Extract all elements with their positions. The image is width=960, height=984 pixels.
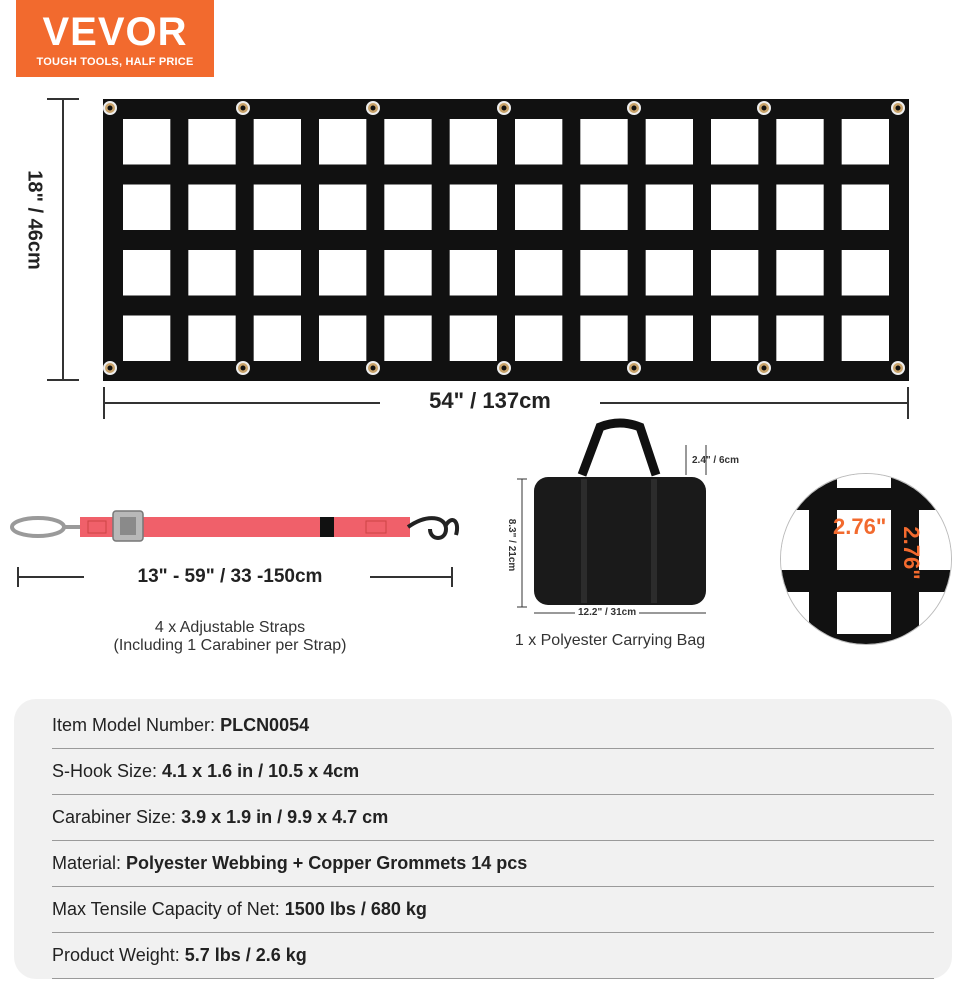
net-mesh-opening — [450, 119, 497, 165]
net-mesh-opening — [319, 119, 366, 165]
net-width-label: 54" / 137cm — [380, 388, 600, 414]
net-mesh-opening — [842, 185, 889, 231]
s-hook-icon — [408, 518, 457, 538]
net-mesh-opening — [188, 185, 235, 231]
net-mesh-opening — [842, 316, 889, 362]
mesh-width-label: 2.76" — [833, 514, 887, 539]
spec-label: Carabiner Size: — [52, 807, 182, 827]
net-mesh-opening — [384, 250, 431, 296]
net-mesh-opening — [188, 250, 235, 296]
bag-caption: 1 x Polyester Carrying Bag — [514, 632, 706, 649]
strap-length-label: 13" - 59" / 33 -150cm — [137, 566, 323, 587]
net-mesh-opening — [384, 185, 431, 231]
strap-caption-line2: (Including 1 Carabiner per Strap) — [113, 637, 347, 654]
net-mesh-opening — [711, 250, 758, 296]
net-mesh-opening — [515, 250, 562, 296]
spec-value: 1500 lbs / 680 kg — [284, 899, 427, 919]
net-mesh-opening — [123, 250, 170, 296]
net-height-label: 18" / 46cm — [23, 170, 46, 270]
logo-brand-name: VEVOR — [42, 10, 188, 54]
spec-label: Item Model Number: — [52, 715, 221, 735]
spec-row-material — [52, 841, 934, 887]
net-mesh-opening — [254, 250, 301, 296]
net-mesh-opening — [254, 316, 301, 362]
spec-row-weight — [52, 933, 934, 979]
net-mesh-opening — [450, 316, 497, 362]
net-mesh-opening — [646, 316, 693, 362]
net-mesh-opening — [646, 185, 693, 231]
net-mesh-opening — [515, 185, 562, 231]
strap-caption-line1: 4 x Adjustable Straps — [154, 619, 306, 636]
net-mesh-opening — [319, 316, 366, 362]
spec-value: 4.1 x 1.6 in / 10.5 x 4cm — [162, 761, 360, 781]
mesh-zoom-circle — [780, 473, 952, 645]
net-mesh-opening — [254, 119, 301, 165]
net-mesh-opening — [515, 316, 562, 362]
net-mesh-opening — [384, 119, 431, 165]
net-mesh-opening — [776, 119, 823, 165]
net-mesh-opening — [123, 185, 170, 231]
net-mesh-opening — [188, 316, 235, 362]
spec-value: 5.7 lbs / 2.6 kg — [184, 945, 307, 965]
spec-row-model — [52, 703, 934, 749]
spec-value: 3.9 x 1.9 in / 9.9 x 4.7 cm — [181, 807, 389, 827]
net-mesh-opening — [319, 250, 366, 296]
net-mesh-opening — [711, 316, 758, 362]
net-mesh-opening — [580, 316, 627, 362]
mesh-zoom-grid — [781, 474, 951, 644]
net-mesh-opening — [515, 119, 562, 165]
spec-label: Material: — [52, 853, 127, 873]
net-mesh-opening — [580, 119, 627, 165]
spec-row-s-hook — [52, 749, 934, 795]
spec-value: Polyester Webbing + Copper Grommets 14 pcs — [126, 853, 528, 873]
spec-row-capacity — [52, 887, 934, 933]
spec-value: PLCN0054 — [220, 715, 310, 735]
net-mesh-opening — [450, 185, 497, 231]
bag-depth-label: 2.4" / 6cm — [692, 455, 739, 466]
cargo-net — [103, 99, 909, 381]
spec-row-carabiner — [52, 795, 934, 841]
net-mesh-opening — [123, 316, 170, 362]
bag-handle — [582, 423, 656, 475]
bag-height-label: 8.3" / 21cm — [506, 518, 517, 572]
net-mesh-opening — [776, 185, 823, 231]
spec-label: S-Hook Size: — [52, 761, 163, 781]
net-mesh-opening — [711, 119, 758, 165]
net-mesh-opening — [776, 316, 823, 362]
net-mesh-opening — [254, 185, 301, 231]
net-mesh-opening — [646, 119, 693, 165]
net-mesh-opening — [646, 250, 693, 296]
mesh-height-label: 2.76" — [899, 526, 924, 580]
spec-label: Product Weight: — [52, 945, 185, 965]
logo-tagline: TOUGH TOOLS, HALF PRICE — [36, 56, 194, 68]
net-mesh-opening — [384, 316, 431, 362]
net-mesh-opening — [450, 250, 497, 296]
net-height-label-wrap — [14, 150, 54, 290]
net-mesh-opening — [711, 185, 758, 231]
carabiner-icon — [12, 518, 80, 536]
net-mesh-opening — [842, 119, 889, 165]
net-mesh-opening — [580, 185, 627, 231]
strap-caption — [60, 619, 400, 655]
net-mesh-opening — [319, 185, 366, 231]
bag-body — [534, 477, 706, 605]
cargo-net-illustration — [0, 0, 960, 430]
net-mesh-opening — [842, 250, 889, 296]
carrying-bag-illustration — [500, 415, 770, 620]
bag-width-label: 12.2" / 31cm — [575, 607, 639, 618]
spec-label: Max Tensile Capacity of Net: — [52, 899, 285, 919]
net-mesh-opening — [123, 119, 170, 165]
specifications-panel — [14, 699, 952, 979]
net-mesh-opening — [580, 250, 627, 296]
net-mesh-opening — [188, 119, 235, 165]
net-mesh-opening — [776, 250, 823, 296]
